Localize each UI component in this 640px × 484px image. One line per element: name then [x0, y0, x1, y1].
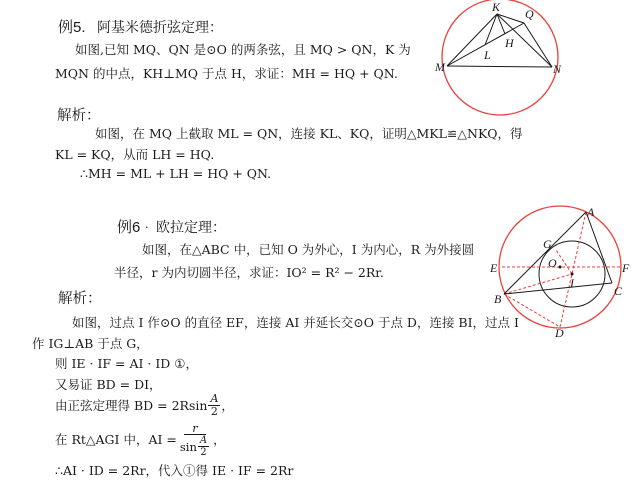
example5-statement-line1: 如图,已知 MQ、QN 是⊙O 的两条弦，且 MQ > QN，K 为: [75, 42, 411, 57]
example6-statement-line2: 半径，r 为内切圆半径，求证：IO² = R² − 2Rr.: [114, 265, 384, 280]
label-m: M: [435, 60, 445, 74]
line6-end: ，: [213, 432, 226, 447]
example5-statement-line2: MQN 的中点，KH⊥MQ 于点 H，求证：MH = HQ + QN.: [55, 66, 398, 81]
sine-rule-text: 由正弦定理得 BD = 2Rsin: [55, 397, 208, 413]
example5-solution-line1: 如图，在 MQ 上截取 ML = QN，连接 KL、KQ，证明△MKL≌△NKQ，得: [95, 126, 523, 141]
example6-number: 例6: [117, 219, 141, 236]
segment-kh: [497, 14, 505, 34]
label-d: D: [555, 326, 564, 340]
fraction-denominator-sin: [178, 435, 212, 458]
example6-solution-line2: 作 IG⊥AB 于点 G，: [32, 336, 149, 351]
label-o: O: [548, 256, 557, 270]
example5-analysis-label: 解析：: [57, 108, 101, 124]
side-ac: [586, 212, 612, 283]
sin-text: sin: [179, 439, 197, 454]
right-triangle-text: 在 Rt△AGI 中，AI =: [55, 432, 177, 447]
example5-figure: [425, 0, 615, 124]
segment-kl: [485, 14, 497, 45]
example5-number: 例5.: [58, 19, 86, 36]
chord-mn: [447, 66, 552, 67]
segment-ad: [560, 212, 586, 327]
label-a: A: [587, 205, 595, 219]
example6-solution-line1: 如图，过点 I 作⊙O 的直径 EF，连接 AI 并延长交⊙O 于点 D，连接 BI，过点 I: [72, 315, 519, 330]
example5-solution-line2: KL = KQ，从而 LH = HQ.: [55, 147, 215, 162]
example5-title: 阿基米德折弦定理：: [97, 19, 223, 35]
label-e: E: [490, 261, 498, 275]
example6-figure: [482, 200, 632, 342]
fraction-numerator: A: [210, 392, 219, 405]
label-h: H: [505, 36, 514, 50]
fraction-a-over-2: [208, 393, 220, 418]
label-g: G: [543, 237, 552, 251]
example6-solution-line4: 又易证 BD = DI，: [55, 377, 162, 392]
inner-fraction: [198, 435, 209, 458]
inner-denominator: 2: [200, 447, 207, 458]
example6-solution-line6: [55, 422, 226, 458]
side-bc: [504, 283, 612, 294]
example6-statement-line1: 如图，在△ABC 中，已知 O 为外心，I 为内心，R 为外接圆: [142, 242, 475, 257]
label-b: B: [494, 292, 502, 306]
label-f: F: [622, 261, 630, 275]
example6-solution-line5: [55, 393, 234, 418]
fraction-numerator-r: r: [184, 422, 206, 435]
fraction-denominator: 2: [210, 405, 218, 418]
label-n: N: [553, 62, 562, 76]
example6-analysis-label: 解析：: [58, 291, 102, 307]
fraction-r-over-sin: [178, 422, 212, 458]
label-q: Q: [525, 7, 534, 21]
segment-bd: [504, 294, 560, 327]
label-c: C: [614, 284, 623, 298]
label-i: I: [570, 276, 574, 290]
example6-dot: .: [145, 216, 149, 231]
point-o: [559, 266, 562, 269]
label-l: L: [484, 48, 491, 62]
segment-ig: [556, 250, 572, 274]
line5-end: ，: [221, 397, 234, 413]
inner-numerator: A: [199, 435, 208, 446]
label-k: K: [492, 0, 501, 14]
example6-title: 欧拉定理：: [156, 219, 226, 235]
example6-solution-line3: 则 IE · IF = AI · ID ①，: [55, 356, 199, 371]
example6-solution-line7: ∴AI · ID = 2Rr，代入①得 IE · IF = 2Rr: [55, 463, 294, 478]
chord-qn: [524, 23, 552, 67]
example5-solution-line3: ∴MH = ML + LH = HQ + QN.: [80, 166, 272, 181]
